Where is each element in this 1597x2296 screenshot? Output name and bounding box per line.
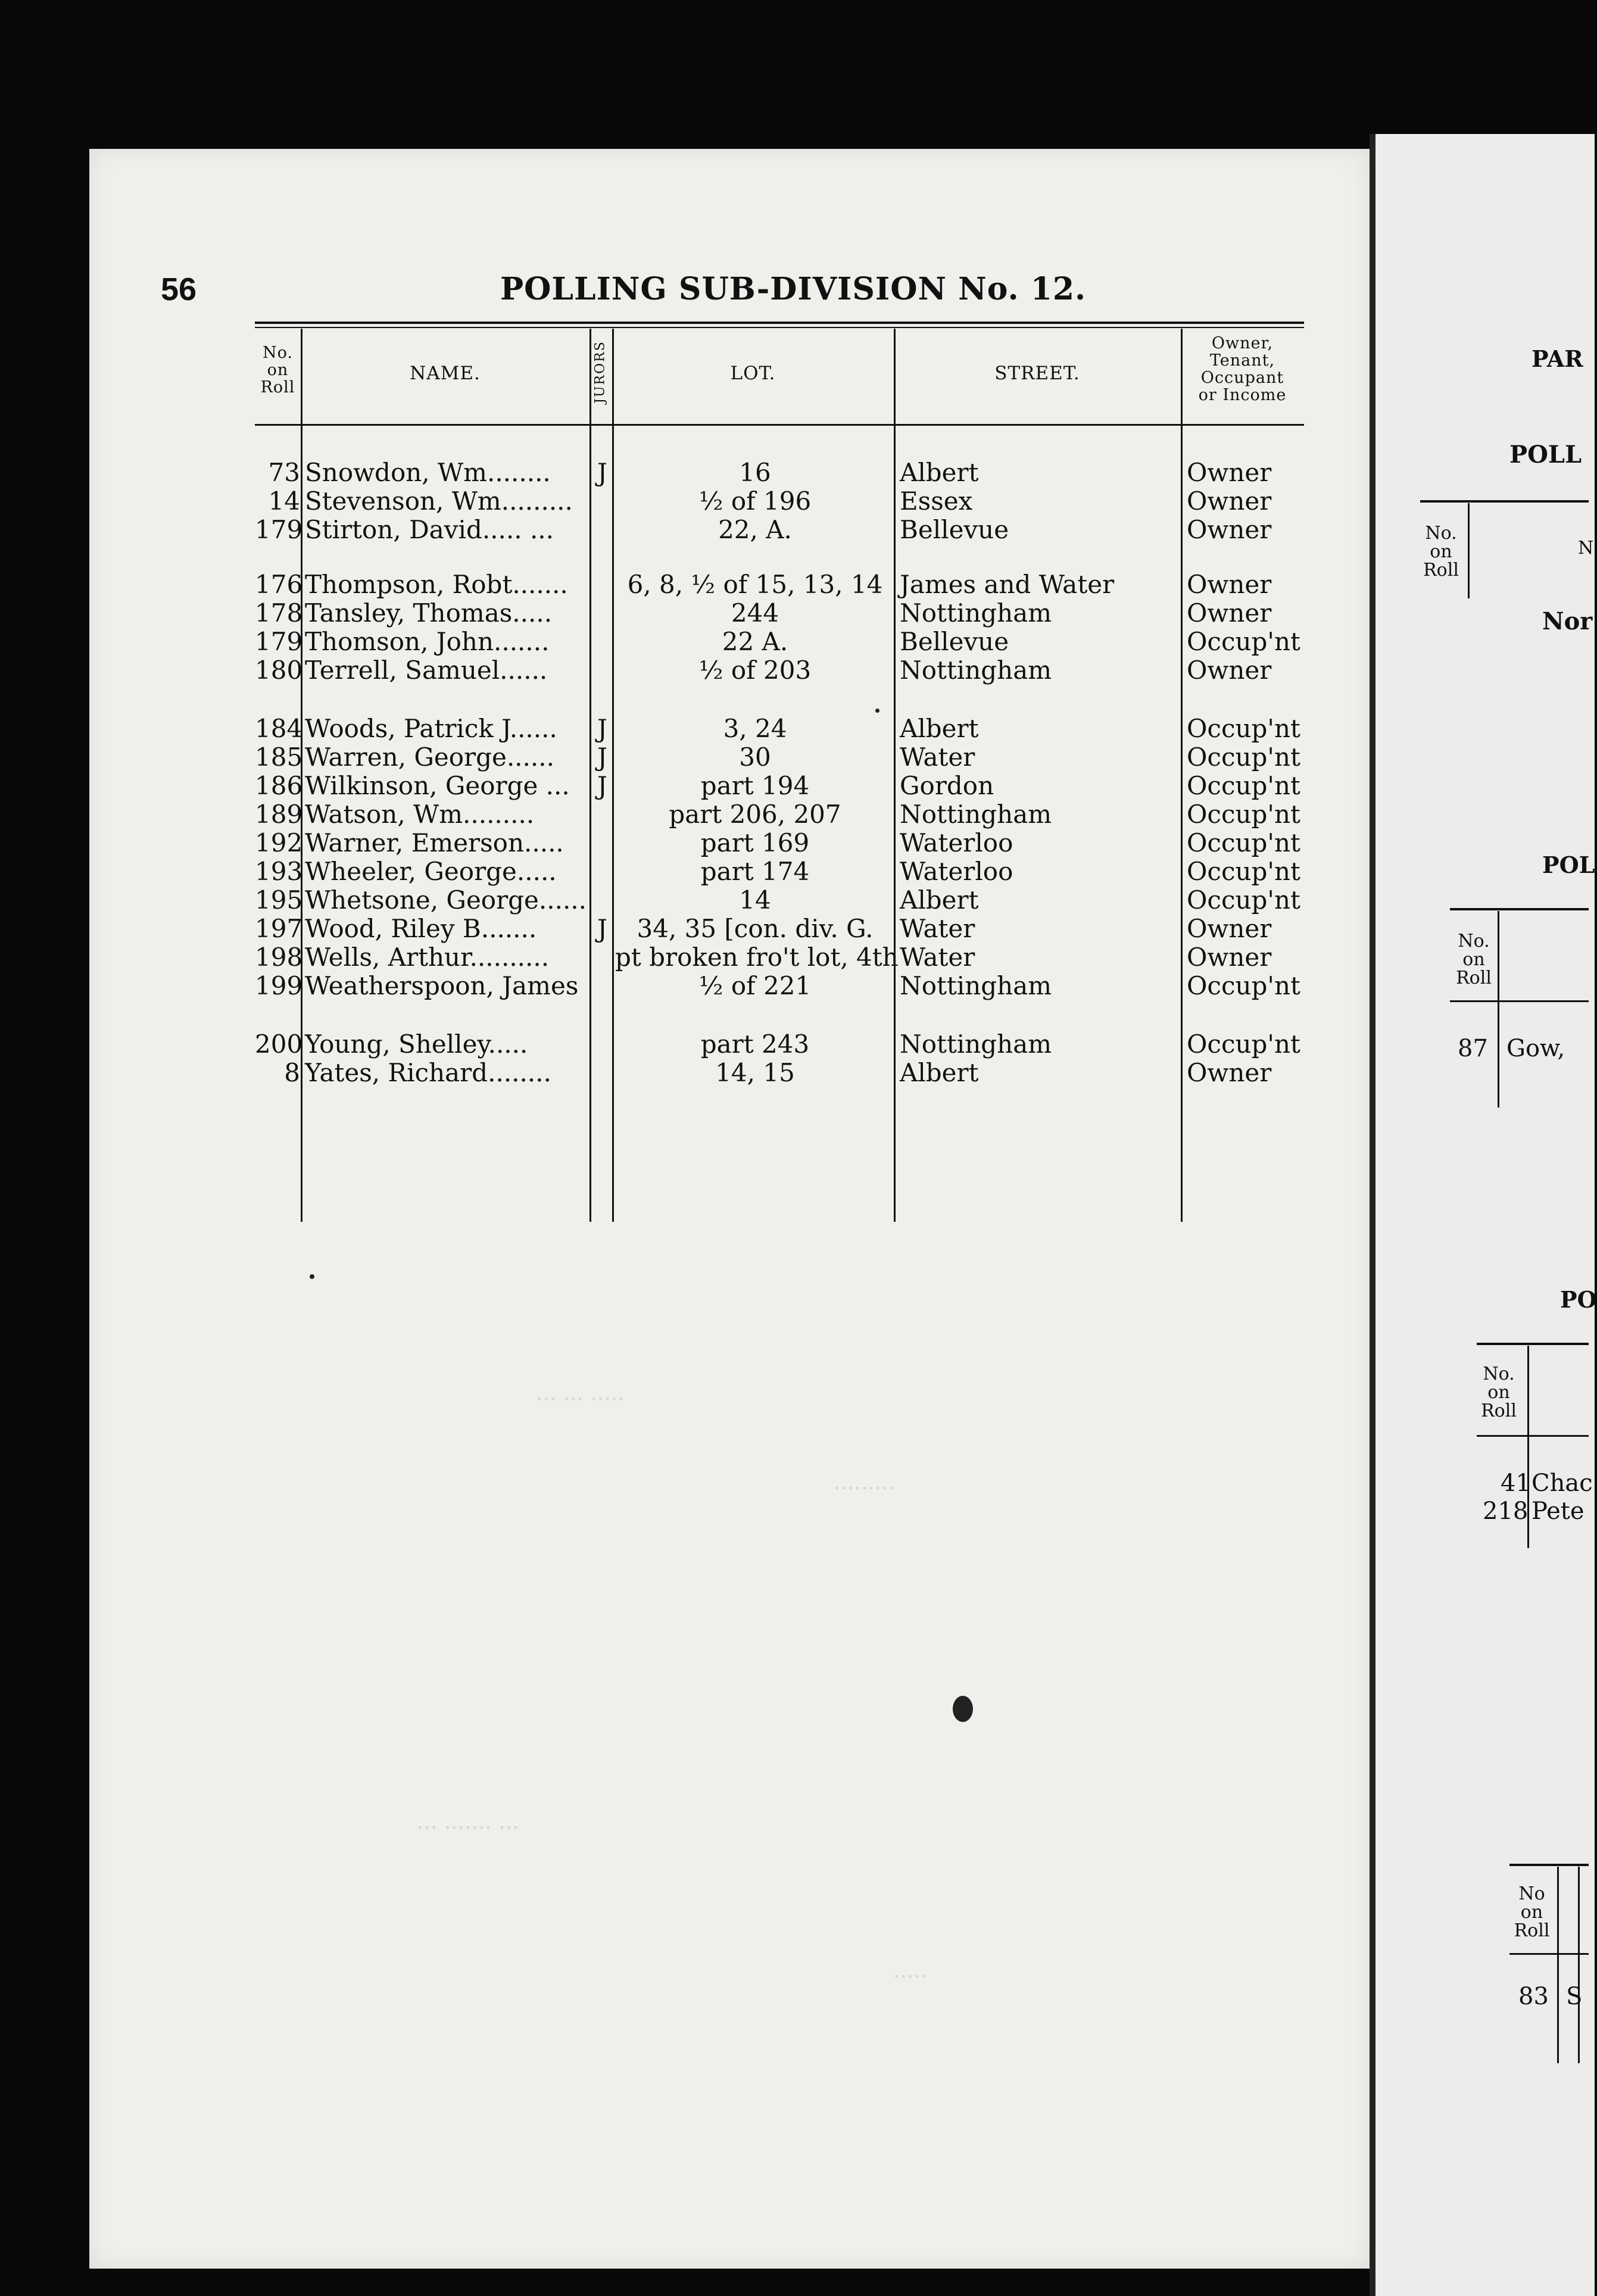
tenure-status: Occup'nt (1187, 771, 1300, 800)
ink-speck (875, 709, 879, 713)
juror-mark: J (597, 458, 607, 487)
header-jurors: JURORS (592, 341, 608, 404)
tenure-status: Occup'nt (1187, 857, 1300, 886)
header-name: NAME. (410, 363, 481, 384)
tenure-status: Occup'nt (1187, 885, 1300, 915)
right-heading-4: PO (1560, 1286, 1597, 1313)
roll-number: 178 (255, 598, 303, 628)
tenure-status: Owner (1187, 1058, 1272, 1087)
voter-name: Terrell, Samuel...... (305, 656, 548, 685)
voter-name: Tansley, Thomas..... (305, 598, 553, 628)
tenure-status: Owner (1187, 943, 1272, 972)
table-row (255, 458, 1304, 487)
voter-name: Stevenson, Wm......... (305, 486, 573, 516)
right-divider (1468, 503, 1470, 598)
roll-number: 189 (255, 800, 303, 829)
table-row (255, 656, 1304, 685)
tenure-status: Owner (1187, 656, 1272, 685)
lot-number: part 243 (700, 1030, 810, 1059)
tenure-status: Occup'nt (1187, 1030, 1300, 1059)
roll-number: 192 (255, 828, 303, 857)
voter-name: Thompson, Robt....... (305, 570, 568, 599)
voter-name: Watson, Wm......... (305, 800, 535, 829)
voter-name: Warner, Emerson..... (305, 828, 564, 857)
street-name: Gordon (900, 771, 994, 800)
lot-number: 244 (731, 598, 779, 628)
table-row (255, 516, 1304, 544)
lot-number: 14, 15 (715, 1058, 795, 1087)
right-divider (1557, 1867, 1559, 2063)
roll-number: 198 (255, 943, 303, 972)
voter-name: Woods, Patrick J...... (305, 714, 557, 743)
roll-number: 73 (268, 458, 300, 487)
voter-name: Wells, Arthur.......... (305, 943, 550, 972)
header-bottom-rule (255, 424, 1304, 426)
right-entry-no: 83 (1518, 1983, 1549, 2010)
page-header (161, 271, 1304, 313)
table-row (255, 743, 1304, 772)
tenure-status: Owner (1187, 515, 1272, 544)
street-name: Nottingham (900, 971, 1052, 1000)
right-name-fragment: N (1578, 538, 1594, 559)
table-row (255, 915, 1304, 943)
tenure-status: Occup'nt (1187, 828, 1300, 857)
street-name: Essex (900, 486, 973, 516)
table-row (255, 972, 1304, 1000)
right-rule (1477, 1343, 1589, 1345)
lot-number: part 206, 207 (669, 800, 841, 829)
juror-mark: J (597, 743, 607, 772)
voter-name: Wheeler, George..... (305, 857, 557, 886)
table-row (255, 1059, 1304, 1087)
table-row (255, 628, 1304, 656)
tenure-status: Occup'nt (1187, 743, 1300, 772)
voter-table (255, 322, 1304, 1233)
voter-name: Wood, Riley B....... (305, 914, 537, 943)
tenure-status: Owner (1187, 458, 1272, 487)
roll-number: 14 (268, 486, 300, 516)
lot-number: part 174 (700, 857, 810, 886)
street-name: Water (900, 943, 975, 972)
street-name: Nottingham (900, 1030, 1052, 1059)
roll-number: 185 (255, 743, 303, 772)
street-name: Bellevue (900, 515, 1009, 544)
roll-number: 180 (255, 656, 303, 685)
tenure-status: Owner (1187, 914, 1272, 943)
right-divider (1578, 1867, 1580, 2063)
voter-name: Young, Shelley..... (305, 1030, 528, 1059)
tenure-status: Owner (1187, 598, 1272, 628)
right-entry-name: Chac (1532, 1470, 1593, 1497)
right-entry-name: Gow, (1506, 1035, 1565, 1062)
juror-mark: J (597, 914, 607, 943)
street-name: Albert (900, 1058, 979, 1087)
table-row (255, 570, 1304, 599)
roll-number: 179 (255, 627, 303, 656)
ink-speck (953, 1696, 973, 1722)
right-rule (1509, 1953, 1589, 1955)
roll-number: 179 (255, 515, 303, 544)
header-lot: LOT. (730, 363, 776, 384)
juror-mark: J (597, 714, 607, 743)
juror-mark: J (597, 771, 607, 800)
tenure-status: Owner (1187, 570, 1272, 599)
street-name: Water (900, 743, 975, 772)
ink-speck (310, 1274, 314, 1279)
roll-number: 186 (255, 771, 303, 800)
street-name: Nottingham (900, 800, 1052, 829)
table-row (255, 857, 1304, 886)
lot-number: ½ of 196 (698, 486, 812, 516)
tenure-status: Occup'nt (1187, 800, 1300, 829)
voter-name: Yates, Richard........ (305, 1058, 551, 1087)
right-header-no-on-roll-4: No on Roll (1514, 1883, 1550, 1941)
right-none: Nor (1542, 607, 1593, 635)
voter-name: Whetsone, George...... (305, 885, 587, 915)
roll-number: 176 (255, 570, 303, 599)
table-row (255, 886, 1304, 915)
voter-name: Warren, George...... (305, 743, 554, 772)
right-rule (1477, 1435, 1589, 1437)
right-rule (1450, 908, 1589, 910)
lot-number: 34, 35 [con. div. G. (637, 914, 874, 943)
roll-number: 199 (255, 971, 303, 1000)
roll-number: 8 (284, 1058, 300, 1087)
right-entry-no: 218 (1483, 1498, 1529, 1525)
right-heading-1: PAR (1532, 345, 1583, 372)
lot-number: ½ of 221 (698, 971, 812, 1000)
tenure-status: Occup'nt (1187, 714, 1300, 743)
table-top-rule (255, 322, 1304, 324)
table-row (255, 829, 1304, 857)
voter-name: Stirton, David..... ... (305, 515, 554, 544)
lot-number: 22 A. (722, 627, 788, 656)
voter-name: Thomson, John....... (305, 627, 550, 656)
street-name: Nottingham (900, 656, 1052, 685)
roll-number: 195 (255, 885, 303, 915)
page-title: POLLING SUB-DIVISION No. 12. (500, 271, 1087, 307)
tenure-status: Occup'nt (1187, 627, 1300, 656)
right-entry-no: 87 (1458, 1035, 1488, 1062)
street-name: Bellevue (900, 627, 1009, 656)
table-row (255, 1030, 1304, 1059)
lot-number: part 169 (700, 828, 810, 857)
table-row (255, 772, 1304, 800)
roll-number: 193 (255, 857, 303, 886)
right-heading-3: POL (1542, 851, 1595, 878)
tenure-status: Occup'nt (1187, 971, 1300, 1000)
lot-number: part 194 (700, 771, 810, 800)
right-header-no-on-roll: No. on Roll (1423, 523, 1459, 581)
right-header-no-on-roll-2: No. on Roll (1456, 931, 1492, 988)
street-name: Albert (900, 458, 979, 487)
table-row (255, 715, 1304, 743)
header-no-on-roll: No. on Roll (260, 344, 295, 397)
roll-number: 184 (255, 714, 303, 743)
tenure-status: Owner (1187, 486, 1272, 516)
right-divider (1498, 911, 1499, 1108)
lot-number: pt broken fro't lot, 4th (615, 943, 899, 972)
voter-name: Wilkinson, George ... (305, 771, 570, 800)
street-name: Albert (900, 885, 979, 915)
right-rule (1450, 1000, 1589, 1002)
roll-number: 197 (255, 914, 303, 943)
right-heading-2: POLL (1509, 441, 1582, 469)
street-name: Waterloo (900, 857, 1013, 886)
street-name: James and Water (900, 570, 1115, 599)
lot-number: ½ of 203 (698, 656, 812, 685)
table-row (255, 487, 1304, 516)
street-name: Waterloo (900, 828, 1013, 857)
voter-name: Weatherspoon, James (305, 971, 579, 1000)
street-name: Albert (900, 714, 979, 743)
table-row (255, 800, 1304, 829)
right-rule (1509, 1864, 1589, 1866)
right-header-no-on-roll-3: No. on Roll (1481, 1364, 1517, 1421)
roll-number: 200 (255, 1030, 303, 1059)
table-row (255, 599, 1304, 628)
right-entry-no: 41 (1501, 1470, 1531, 1497)
lot-number: 6, 8, ½ of 15, 13, 14 (627, 570, 883, 599)
table-top-rule-thin (255, 327, 1304, 328)
street-name: Water (900, 914, 975, 943)
right-entry-name: Pete (1532, 1498, 1584, 1525)
lot-number: 14 (739, 885, 771, 915)
header-status: Owner, Tenant, Occupant or Income (1198, 334, 1287, 404)
table-row (255, 943, 1304, 972)
lot-number: 22, A. (718, 515, 792, 544)
lot-number: 30 (739, 743, 771, 772)
lot-number: 3, 24 (723, 714, 787, 743)
right-entry-name: S (1566, 1983, 1583, 2010)
street-name: Nottingham (900, 598, 1052, 628)
voter-name: Snowdon, Wm........ (305, 458, 551, 487)
header-street: STREET. (994, 363, 1080, 384)
page-number: 56 (161, 272, 197, 307)
right-rule (1420, 500, 1589, 503)
lot-number: 16 (739, 458, 771, 487)
